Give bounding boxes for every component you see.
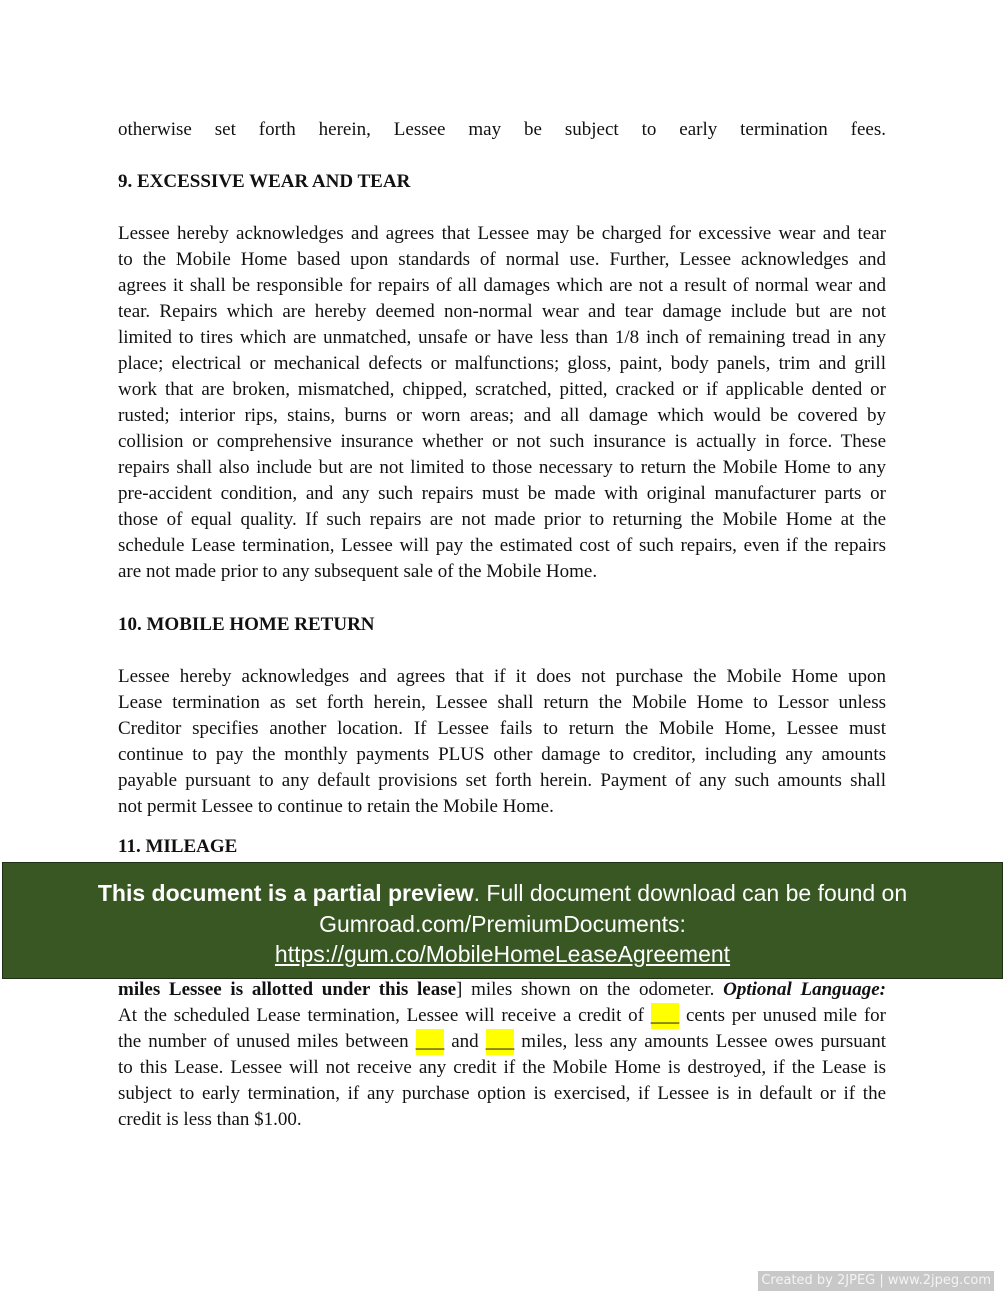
text-segment: those of equal quality. If such repairs are not made prior to returning the Mobile Home at the <box>118 509 886 530</box>
text-line <box>118 690 886 716</box>
text-line <box>118 429 886 455</box>
text-line <box>118 273 886 299</box>
text-line <box>118 559 886 585</box>
text-segment: to this Lease. Lessee will not receive any credit if the Mobile Home is destroyed, if the Lease is <box>118 1057 886 1078</box>
banner-bold-text: This document is a partial preview <box>97 880 474 906</box>
text-segment: tear. Repairs which are hereby deemed non-normal wear and tear damage include but are not <box>118 301 886 322</box>
text-segment: Lessee hereby acknowledges and agrees that Lessee may be charged for excessive wear and tear <box>118 223 886 244</box>
text-line <box>118 351 886 377</box>
section-11-paragraph <box>118 977 886 1133</box>
text-line <box>118 403 886 429</box>
text-segment: are not made prior to any subsequent sale of the Mobile Home. <box>118 561 598 582</box>
text-line <box>118 1029 886 1055</box>
text-segment: Creditor specifies another location. If Lessee fails to return the Mobile Home, Lessee must <box>118 718 886 739</box>
text-segment: schedule Lease termination, Lessee will pay the estimated cost of such repairs, even if the repairs <box>118 535 886 556</box>
preview-banner <box>2 862 1003 979</box>
text-segment: miles, less any amounts Lessee owes pursuant <box>514 1031 887 1052</box>
text-segment: agrees it shall be responsible for repairs of all damages which are not a result of normal wear and <box>118 275 886 296</box>
text-line <box>118 325 886 351</box>
text-line <box>118 1081 886 1107</box>
text-segment: collision or comprehensive insurance whether or not such insurance is actually in force. These <box>118 431 886 452</box>
text-line <box>118 377 886 403</box>
banner-line2: Gumroad.com/PremiumDocuments: <box>319 910 686 937</box>
text-line <box>118 299 886 325</box>
text-segment: Lease termination as set forth herein, Lessee shall return the Mobile Home to Lessor unless <box>118 692 886 713</box>
text-segment: subject to early termination, if any purchase option is exercised, if Lessee is in default or if the <box>118 1083 886 1104</box>
section-10-heading: 10. MOBILE HOME RETURN <box>118 614 375 635</box>
watermark: Created by 2JPEG | www.2jpeg.com <box>758 1271 994 1291</box>
text-segment: Optional Language: <box>723 979 887 1000</box>
text-line <box>118 977 886 1003</box>
banner-text: . Full document download can be found on <box>473 880 908 906</box>
text-segment: and <box>444 1031 486 1052</box>
text-segment: Lessee hereby acknowledges and agrees that if it does not purchase the Mobile Home upon <box>118 666 886 687</box>
text-line <box>118 533 886 559</box>
section-11-heading: 11. MILEAGE <box>118 836 238 857</box>
text-segment: otherwise set forth herein, Lessee may be subject to early termination fees. <box>118 119 886 140</box>
section-9-heading: 9. EXCESSIVE WEAR AND TEAR <box>118 171 411 192</box>
text-line <box>118 221 886 247</box>
text-line <box>118 1055 886 1081</box>
fill-in-blank: ___ <box>486 1029 515 1055</box>
text-line <box>118 794 886 820</box>
fill-in-blank: ___ <box>651 1003 680 1029</box>
text-line <box>118 1003 886 1029</box>
text-line <box>118 716 886 742</box>
text-line <box>118 117 886 143</box>
text-segment: place; electrical or mechanical defects or malfunctions; gloss, paint, body panels, trim and grill <box>118 353 886 374</box>
text-segment: rusted; interior rips, stains, burns or worn areas; and all damage which would be covered by <box>118 405 886 426</box>
text-segment: continue to pay the monthly payments PLUS other damage to creditor, including any amounts <box>118 744 886 765</box>
text-line <box>118 768 886 794</box>
text-segment: work that are broken, mismatched, chipped, scratched, pitted, cracked or if applicable dented or <box>118 379 886 400</box>
section-9-paragraph <box>118 221 886 585</box>
text-segment: payable pursuant to any default provisions set forth herein. Payment of any such amounts shall <box>118 770 886 791</box>
text-line <box>118 247 886 273</box>
text-segment: At the scheduled Lease termination, Lessee will receive a credit of <box>118 1005 651 1026</box>
text-segment: the number of unused miles between <box>118 1031 416 1052</box>
download-link[interactable]: https://gum.co/MobileHomeLeaseAgreement <box>274 941 731 967</box>
text-segment: miles Lessee is allotted under this lease <box>118 979 457 1000</box>
text-line <box>118 742 886 768</box>
fill-in-blank: ___ <box>416 1029 445 1055</box>
section-10-paragraph <box>118 664 886 820</box>
text-segment: ] miles shown on the odometer. <box>456 979 724 1000</box>
text-line <box>118 664 886 690</box>
text-segment: not permit Lessee to continue to retain the Mobile Home. <box>118 796 554 817</box>
text-segment: repairs shall also include but are not limited to those necessary to return the Mobile Home to any <box>118 457 886 478</box>
text-line <box>118 481 886 507</box>
text-line <box>118 507 886 533</box>
text-segment: limited to tires which are unmatched, unsafe or have less than 1/8 inch of remaining tread in any <box>118 327 886 348</box>
text-line <box>118 455 886 481</box>
intro-paragraph <box>118 117 886 143</box>
text-segment: to the Mobile Home based upon standards of normal use. Further, Lessee acknowledges and <box>118 249 886 270</box>
text-segment: pre-accident condition, and any such repairs must be made with original manufacturer parts or <box>118 483 886 504</box>
text-segment: credit is less than $1.00. <box>118 1109 302 1130</box>
text-line <box>118 1107 886 1133</box>
text-segment: cents per unused mile for <box>679 1005 886 1026</box>
